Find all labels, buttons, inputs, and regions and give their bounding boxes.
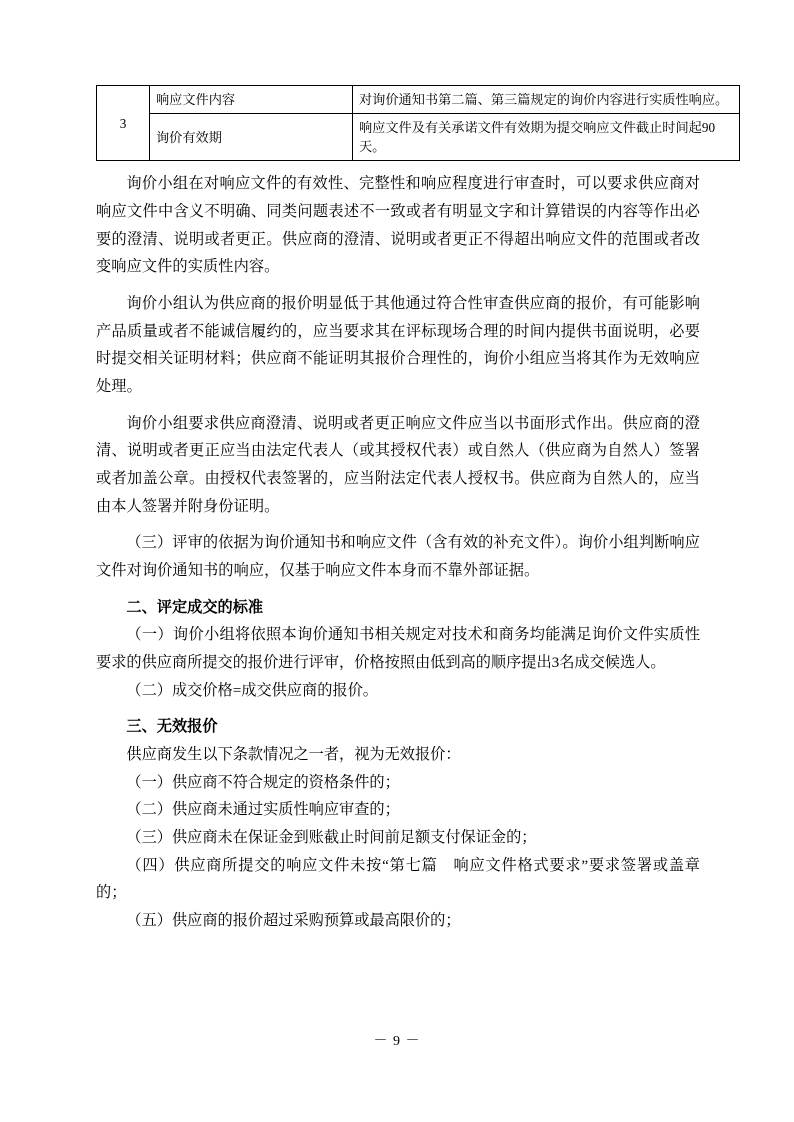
- requirements-table: [96, 85, 740, 161]
- section-two-item-1: （一）询价小组将依照本询价通知书相关规定对技术和商务均能满足询价文件实质性要求的供应商所提交的报价进行评审，价格按照由低到高的顺序提出3名成交候选人。: [96, 626, 700, 671]
- page-footer: － 9 －: [373, 1034, 421, 1049]
- paragraph-clarification: 询价小组在对响应文件的有效性、完整性和响应程度进行审查时，可以要求供应商对响应文件中含义不明确、同类问题表述不一致或者有明显文字和计算错误的内容等作出必要的澄清、说明或者更正。供应商的澄清、说明或者更正不得超出响应文件的范围或者改变响应文件的实质性内容。: [96, 175, 700, 276]
- row-label: 响应文件内容: [150, 86, 353, 114]
- row-number: 3: [97, 86, 150, 161]
- section-two-item-2: （二）成交价格=成交供应商的报价。: [126, 681, 378, 699]
- paragraph-written-form: 询价小组要求供应商澄清、说明或者更正响应文件应当以书面形式作出。供应商的澄清、说明或者更正应当由法定代表人（或其授权代表）或自然人（供应商为自然人）签署或者加盖公章。由授权代表签署的，应当附法定代表人授权书。供应商为自然人的，应当由本人签署并附身份证明。: [96, 414, 700, 515]
- row-description: 对询价通知书第二篇、第三篇规定的询价内容进行实质性响应。: [353, 86, 740, 114]
- heading-section-three: 三、无效报价: [126, 718, 218, 736]
- section-three-item-3: （三）供应商未在保证金到账截止时间前足额支付保证金的；: [126, 828, 537, 846]
- table-row: [97, 114, 740, 161]
- section-three-item-2: （二）供应商未通过实质性响应审查的；: [126, 801, 400, 819]
- section-three-lead: 供应商发生以下条款情况之一者，视为无效报价：: [126, 745, 461, 763]
- section-three-item-1: （一）供应商不符合规定的资格条件的；: [126, 773, 400, 791]
- paragraph-low-price: 询价小组认为供应商的报价明显低于其他通过符合性审查供应商的报价，有可能影响产品质量或者不能诚信履约的，应当要求其在评标现场合理的时间内提供书面说明，必要时提交相关证明材料；供应商不能证明其报价合理性的，询价小组应当将其作为无效响应处理。: [96, 295, 700, 396]
- row-description: 响应文件及有关承诺文件有效期为提交响应文件截止时间起90天。: [353, 114, 740, 161]
- table-row: [97, 86, 740, 114]
- section-three-item-4: （四）供应商所提交的响应文件未按“第七篇 响应文件格式要求”要求签署或盖章的；: [96, 856, 700, 902]
- page-content: [96, 85, 729, 934]
- section-three-item-5: （五）供应商的报价超过采购预算或最高限价的；: [126, 911, 461, 929]
- row-label: 询价有效期: [150, 114, 353, 161]
- paragraph-evaluation-basis: （三）评审的依据为询价通知书和响应文件（含有效的补充文件）。询价小组判断响应文件对询价通知书的响应，仅基于响应文件本身而不靠外部证据。: [96, 534, 700, 579]
- heading-section-two: 二、评定成交的标准: [126, 598, 264, 616]
